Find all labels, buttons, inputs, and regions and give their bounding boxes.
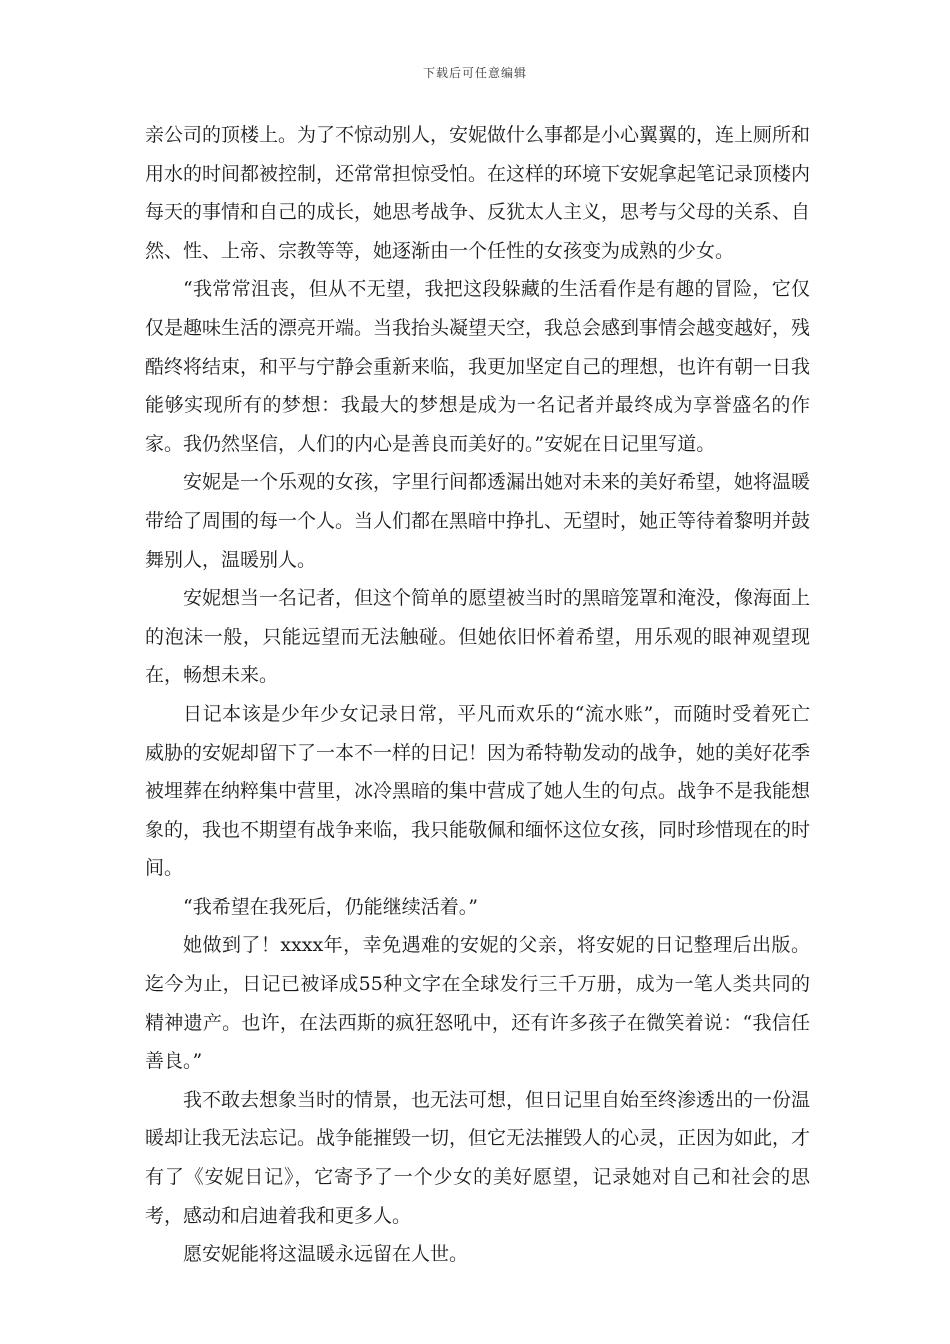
paragraph-2: “我常常沮丧，但从不无望，我把这段躲藏的生活看作是有趣的冒险，它仅仅是趣味生活的漂亮开端。当我抬头凝望天空，我总会感到事情会越变越好，残酷终将结束，和平与宁静会重新来临，我更加坚定自己的理想，也许有朝一日我能够实现所有的梦想：我最大的梦想是成为一名记者并最终成为享誉盛名的作家。我仍然坚信，人们的内心是善良而美好的。”安妮在日记里写道。 bbox=[145, 278, 811, 455]
paragraph-8: 我不敢去想象当时的情景，也无法可想，但日记里自始至终渗透出的一份温暖却让我无法忘记。战争能摧毁一切，但它无法摧毁人的心灵，正因为如此，才有了《安妮日记》，它寄予了一个少女的美好愿望，记录她对自己和社会的思考，感动和启迪着我和更多人。 bbox=[145, 1088, 811, 1227]
paragraph-6: “我希望在我死后，仍能继续活着。” bbox=[183, 895, 478, 918]
paragraph-5: 日记本该是少年少女记录日常，平凡而欢乐的“流水账”，而随时受着死亡威胁的安妮却留下了一本不一样的日记！因为希特勒发动的战争，她的美好花季被埋葬在纳粹集中营里，冰冷黑暗的集中营成了她人生的句点。战争不是我能想象的，我也不期望有战争来临，我只能敬佩和缅怀这位女孩，同时珍惜现在的时间。 bbox=[145, 702, 811, 880]
paragraph-3: 安妮是一个乐观的女孩，字里行间都透漏出她对未来的美好希望，她将温暖带给了周围的每一个人。当人们都在黑暗中挣扎、无望时，她正等待着黎明并鼓舞别人，温暖别人。 bbox=[145, 471, 811, 571]
paragraph-9: 愿安妮能将这温暖永远留在人世。 bbox=[183, 1243, 469, 1266]
document-body bbox=[145, 116, 810, 1274]
paragraph-1: 亲公司的顶楼上。为了不惊动别人，安妮做什么事都是小心翼翼的，连上厕所和用水的时间都被控制，还常常担惊受怕。在这样的环境下安妮拿起笔记录顶楼内每天的事情和自己的成长，她思考战争、反犹太人主义，思考与父母的关系、自然、性、上帝、宗教等等，她逐渐由一个任性的女孩变为成熟的少女。 bbox=[145, 124, 811, 262]
page-header: 下载后可任意编辑 bbox=[422, 66, 527, 80]
paragraph-7: 她做到了！xxxx年，幸免遇难的安妮的父亲，将安妮的日记整理后出版。迄今为止，日记已被译成55种文字在全球发行三千万册，成为一笔人类共同的精神遗产。也许，在法西斯的疯狂怒吼中，还有许多孩子在微笑着说：“我信任善良。” bbox=[145, 934, 810, 1073]
paragraph-4: 安妮想当一名记者，但这个简单的愿望被当时的黑暗笼罩和淹没，像海面上的泡沫一般，只能远望而无法触碰。但她依旧怀着希望，用乐观的眼神观望现在，畅想未来。 bbox=[145, 587, 811, 687]
